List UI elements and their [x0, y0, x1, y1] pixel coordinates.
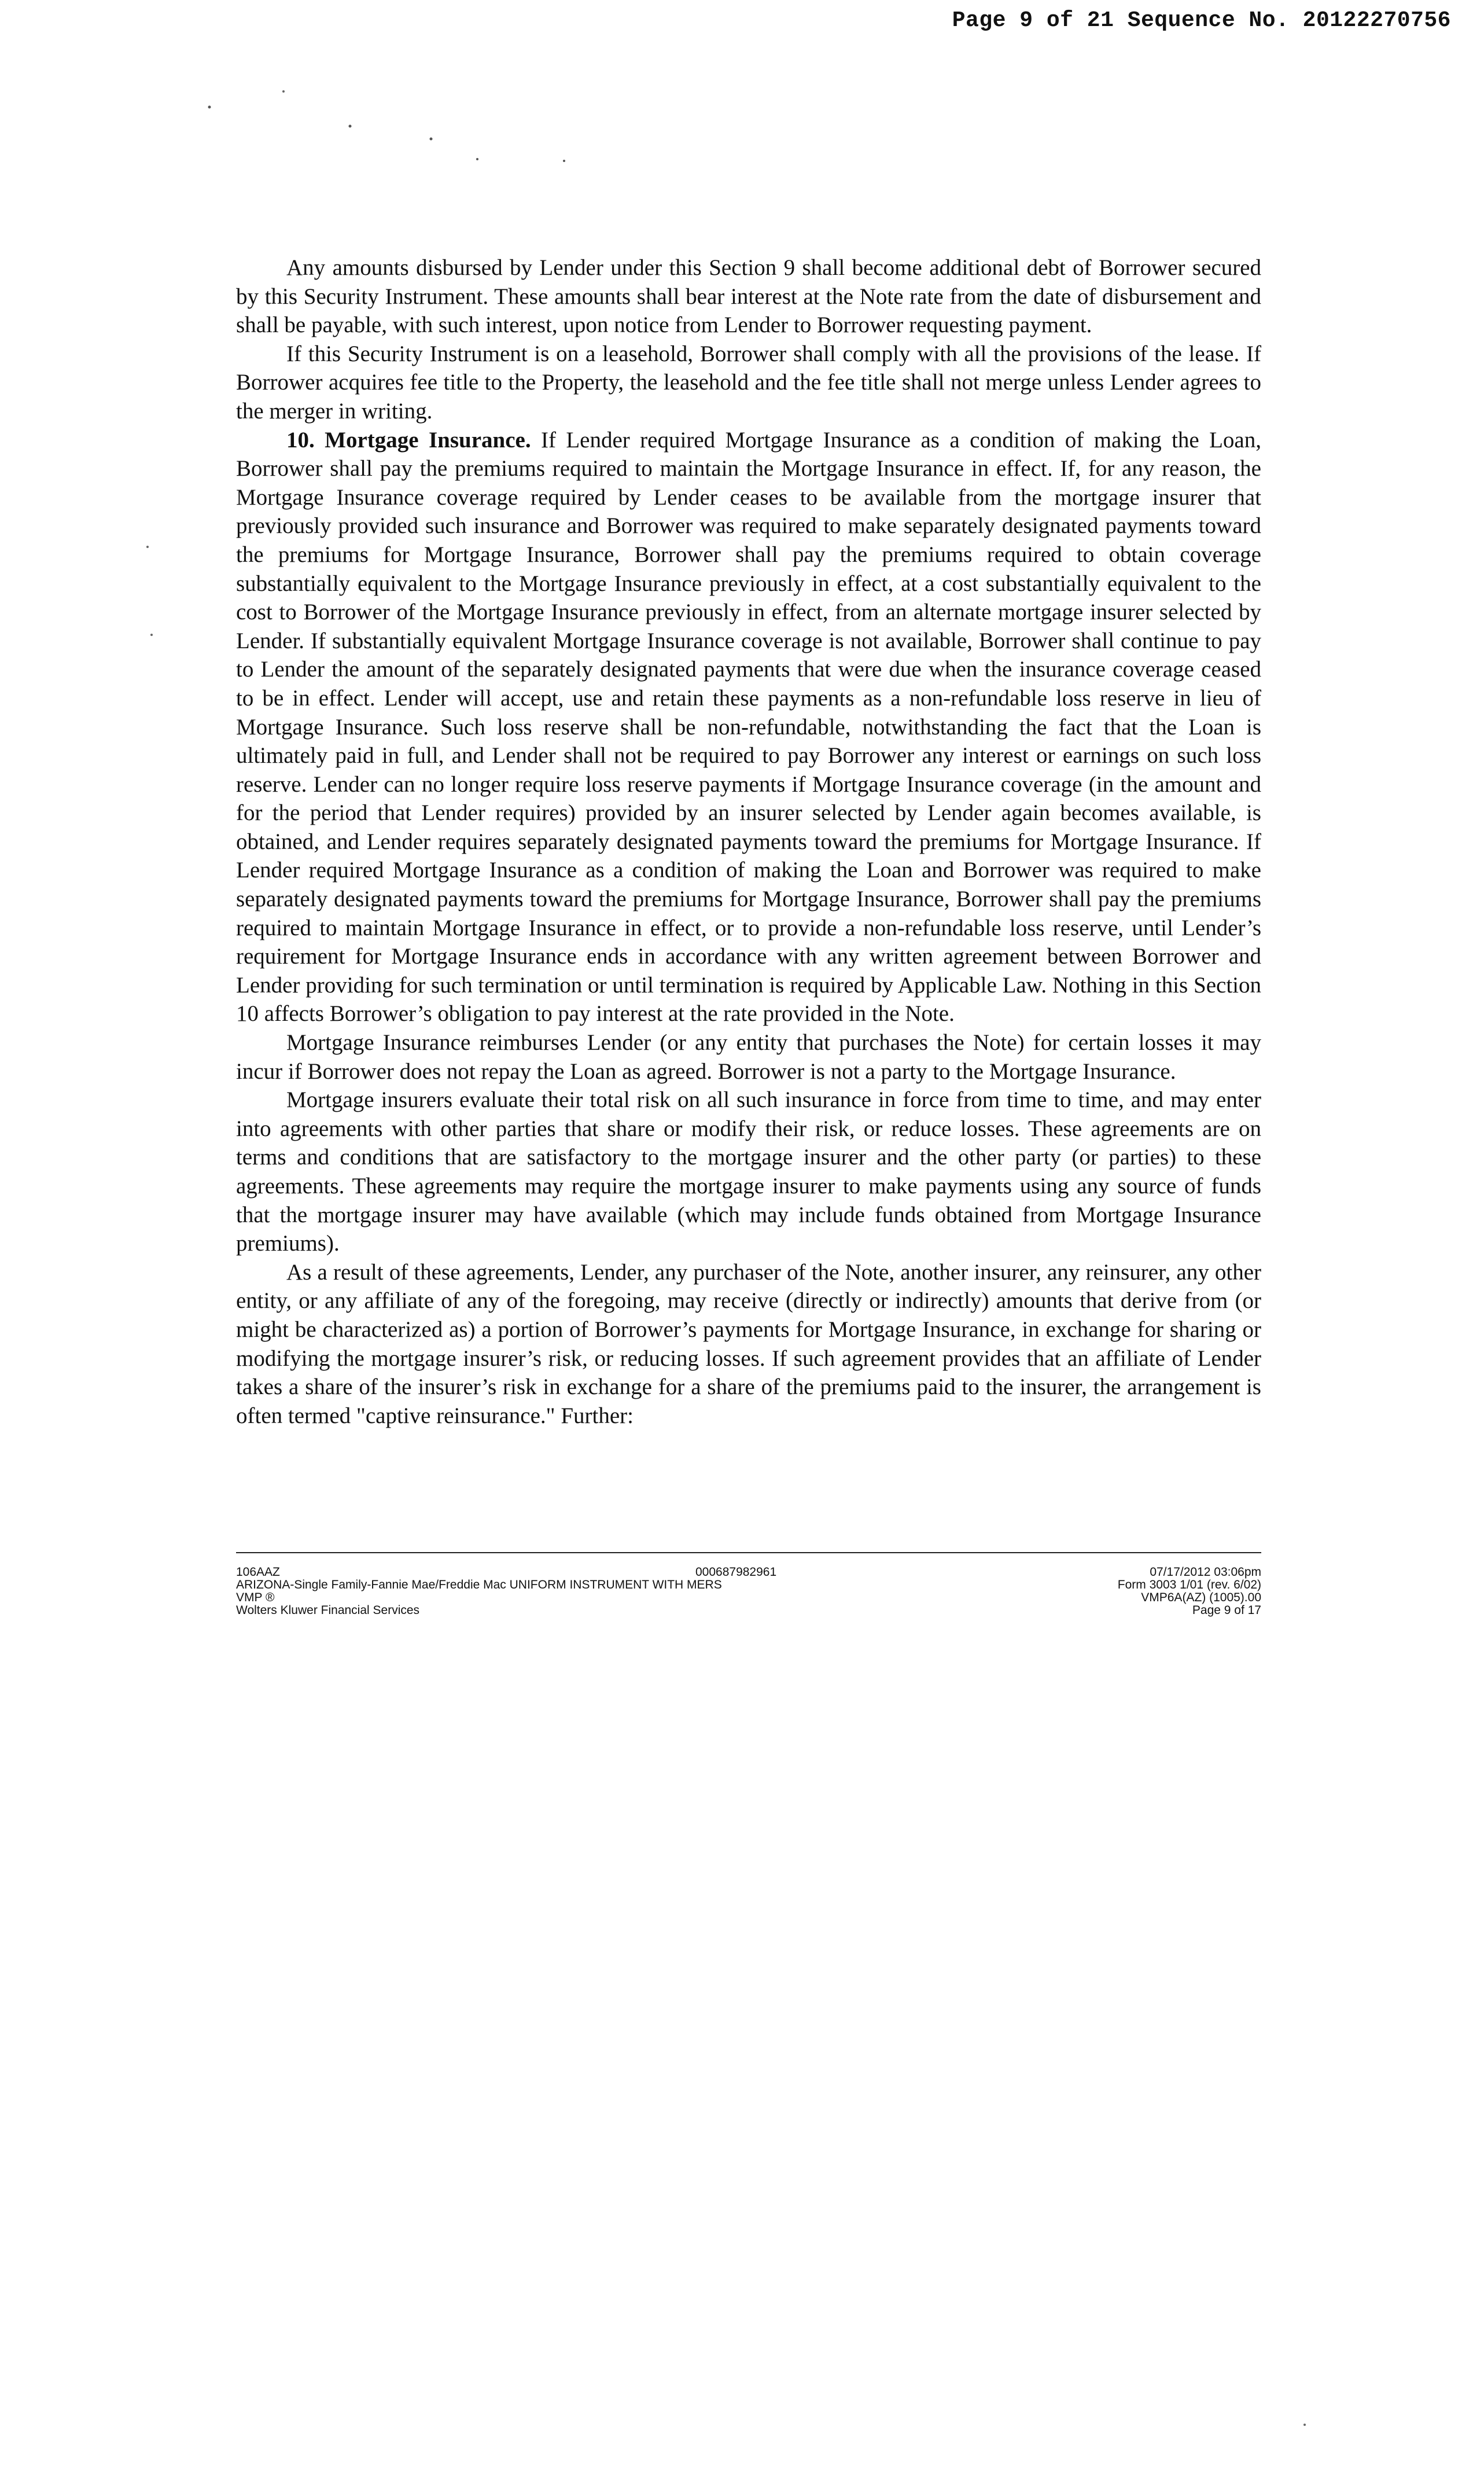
paragraph-mortgage-insurers: Mortgage insurers evaluate their total risk on all such insurance in force from time to time, and may enter into agreements with other parties that share or modify their risk, or reduce losses. These agreements are on terms and conditions that are satisfactory to the mortgage insurer and the other party (or parties) to these agreements. These agreements may require the mortgage insurer to make payments using any source of funds that the mortgage insurer may have available (which may include funds obtained from Mortgage Insurance premiums). — [236, 1087, 1261, 1256]
footer-timestamp: 07/17/2012 03:06pm — [1150, 1565, 1261, 1579]
footer-vmp-code: VMP6A(AZ) (1005).00 — [1141, 1591, 1261, 1604]
section-10-heading: 10. Mortgage Insurance. — [286, 427, 531, 453]
paragraph-insurance-reimburses: Mortgage Insurance reimburses Lender (or any entity that purchases the Note) for certain losses it may incur if Borrower does not repay the Loan as agreed. Borrower is not a party to the Mortgage Insurance. — [236, 1030, 1261, 1084]
footer-form-number: Form 3003 1/01 (rev. 6/02) — [1117, 1578, 1261, 1591]
footer-divider — [236, 1552, 1261, 1553]
footer-right — [1118, 1566, 1261, 1617]
document-body — [236, 253, 1261, 1430]
paragraph-leasehold: If this Security Instrument is on a leasehold, Borrower shall comply with all the provisions of the lease. If Borrower acquires fee title to the Property, the leasehold and the fee title shall not merge unless Lender agrees to the merger in writing. — [236, 341, 1261, 424]
footer-left — [236, 1566, 930, 1617]
footer-code: 106AAZ — [236, 1565, 280, 1579]
page-sequence-header: Page 9 of 21 Sequence No. 20122270756 — [952, 8, 1451, 33]
footer-form-title: ARIZONA-Single Family-Fannie Mae/Freddie Mac UNIFORM INSTRUMENT WITH MERS — [236, 1578, 722, 1591]
paragraph-mortgage-insurance — [236, 426, 1261, 1028]
paragraph-agreements-result: As a result of these agreements, Lender, any purchaser of the Note, another insurer, any reinsurer, any other entity, or any affiliate of any of the foregoing, may receive (directly or indirectly) amounts that derive from (or might be characterized as) a portion of Borrower’s payments for Mortgage Insurance, in exchange for sharing or modifying the mortgage insurer’s risk, or reducing losses. If such agreement provides that an affiliate of Lender takes a share of the insurer’s risk in exchange for a share of the premiums paid to the insurer, the arrangement is often termed "captive reinsurance." Further: — [236, 1259, 1261, 1428]
footer-loan-number: 000687982961 — [695, 1565, 777, 1579]
paragraph-disbursed-amounts: Any amounts disbursed by Lender under this Section 9 shall become additional debt of Borrower secured by this Security Instrument. These amounts shall bear interest at the Note rate from the date of disbursement and shall be payable, with such interest, upon notice from Lender to Borrower requesting payment. — [236, 255, 1261, 338]
footer-publisher: Wolters Kluwer Financial Services — [236, 1604, 420, 1617]
section-10-text: If Lender required Mortgage Insurance as a condition of making the Loan, Borrower shall pay the premiums required to maintain the Mortgage Insurance in effect. If, for any reason, the Mortgage Insurance coverage required by Lender ceases to be available from the mortgage insurer that previously provided such insurance and Borrower was required to make separately designated payments toward the premiums for Mortgage Insurance, Borrower shall pay the premiums required to obtain coverage substantially equivalent to the Mortgage Insurance previously in effect, at a cost substantially equivalent to the cost to Borrower of the Mortgage Insurance previously in effect, from an alternate mortgage insurer selected by Lender. If substantially equivalent Mortgage Insurance coverage is not available, Borrower shall continue to pay to Lender the amount of the separately designated payments that were due when the insurance coverage ceased to be in effect. Lender will accept, use and retain these payments as a non-refundable loss reserve in lieu of Mortgage Insurance. Such loss reserve shall be non-refundable, notwithstanding the fact that the Loan is ultimately paid in full, and Lender shall not be required to pay Borrower any interest or earnings on such loss reserve. Lender can no longer require loss reserve payments if Mortgage Insurance coverage (in the amount and for the period that Lender requires) provided by an insurer selected by Lender again becomes available, is obtained, and Lender requires separately designated payments toward the premiums for Mortgage Insurance. If Lender required Mortgage Insurance as a condition of making the Loan and Borrower was required to make separately designated payments toward the premiums for Mortgage Insurance, Borrower shall pay the premiums required to maintain Mortgage Insurance in effect, or to provide a non-refundable loss reserve, until Lender’s requirement for Mortgage Insurance ends in accordance with any written agreement between Borrower and Lender providing for such termination or until termination is required by Applicable Law. Nothing in this Section 10 affects Borrower’s obligation to pay interest at the rate provided in the Note. — [236, 427, 1261, 1027]
footer-page-of: Page 9 of 17 — [1192, 1604, 1261, 1617]
footer-vmp: VMP ® — [236, 1591, 275, 1604]
